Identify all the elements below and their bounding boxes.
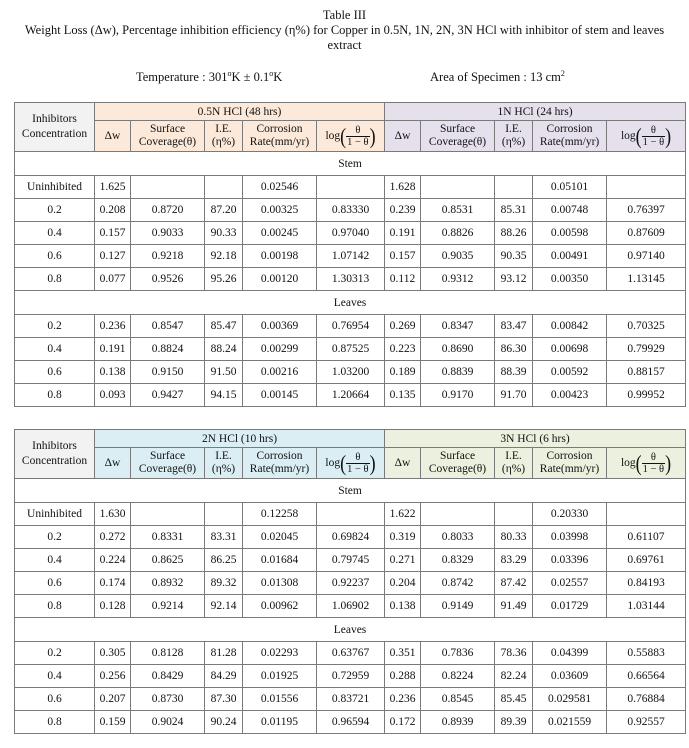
- table-number: Table III: [322, 8, 367, 22]
- value-cell: 0.97040: [317, 222, 385, 245]
- value-cell: 90.35: [495, 245, 533, 268]
- fraction-denominator: 1 − θ: [347, 136, 369, 148]
- value-cell: 0.9526: [131, 268, 205, 291]
- value-cell: 0.157: [385, 245, 421, 268]
- value-cell: 0.157: [95, 222, 131, 245]
- value-cell: 95.26: [205, 268, 243, 291]
- surface-coverage-header: Surface Coverage(θ): [131, 448, 205, 479]
- value-cell: 0.83721: [317, 688, 385, 711]
- value-cell: [131, 176, 205, 199]
- value-cell: [421, 176, 495, 199]
- table-row: [15, 711, 686, 734]
- table-row: [15, 268, 686, 291]
- value-cell: 0.00350: [533, 268, 607, 291]
- value-cell: 0.239: [385, 199, 421, 222]
- value-cell: 0.207: [95, 688, 131, 711]
- value-cell: 0.00120: [243, 268, 317, 291]
- fraction-denominator: 1 − θ: [347, 463, 369, 475]
- value-cell: 0.00245: [243, 222, 317, 245]
- value-cell: 0.9033: [131, 222, 205, 245]
- concentration-cell: 0.6: [15, 572, 95, 595]
- value-cell: 89.39: [495, 711, 533, 734]
- right-paren: ): [665, 449, 672, 475]
- value-cell: 0.159: [95, 711, 131, 734]
- value-cell: 0.135: [385, 384, 421, 407]
- value-cell: 85.31: [495, 199, 533, 222]
- value-cell: 0.88157: [607, 361, 686, 384]
- value-cell: 0.01556: [243, 688, 317, 711]
- value-cell: 0.8429: [131, 665, 205, 688]
- weight-loss-header: Δw: [385, 121, 421, 152]
- left-paren: (: [635, 122, 642, 148]
- value-cell: 0.191: [95, 338, 131, 361]
- value-cell: 0.00842: [533, 315, 607, 338]
- concentration-cell: 0.2: [15, 315, 95, 338]
- corrosion-rate-header: Corrosion Rate(mm/yr): [533, 448, 607, 479]
- value-cell: 0.138: [95, 361, 131, 384]
- value-cell: 0.87525: [317, 338, 385, 361]
- value-cell: 0.223: [385, 338, 421, 361]
- value-cell: 90.33: [205, 222, 243, 245]
- right-paren: ): [369, 122, 376, 148]
- fraction-denominator: 1 − θ: [642, 463, 665, 475]
- value-cell: 0.69761: [607, 549, 686, 572]
- table-row: [15, 384, 686, 407]
- value-cell: 1.07142: [317, 245, 385, 268]
- value-cell: [205, 503, 243, 526]
- value-cell: 86.30: [495, 338, 533, 361]
- value-cell: 0.8839: [421, 361, 495, 384]
- surface-coverage-header: Surface Coverage(θ): [421, 121, 495, 152]
- table-row: [15, 222, 686, 245]
- acid-group-header-right: 1N HCl (24 hrs): [385, 103, 686, 121]
- value-cell: 0.00299: [243, 338, 317, 361]
- value-cell: 80.33: [495, 526, 533, 549]
- concentration-cell: 0.4: [15, 338, 95, 361]
- table-row: [15, 595, 686, 618]
- value-cell: 1.625: [95, 176, 131, 199]
- concentration-cell: 0.4: [15, 222, 95, 245]
- value-cell: 0.96594: [317, 711, 385, 734]
- value-cell: 0.00491: [533, 245, 607, 268]
- value-cell: 0.03998: [533, 526, 607, 549]
- fraction-numerator: θ: [346, 125, 369, 137]
- inhibition-efficiency-header: I.E. (η%): [495, 448, 533, 479]
- log-label: log: [620, 129, 636, 142]
- value-cell: 0.00423: [533, 384, 607, 407]
- value-cell: [495, 176, 533, 199]
- value-cell: 0.8742: [421, 572, 495, 595]
- value-cell: 0.172: [385, 711, 421, 734]
- value-cell: 0.03396: [533, 549, 607, 572]
- section-row: [15, 618, 686, 642]
- log-label: log: [325, 129, 341, 142]
- value-cell: 0.84193: [607, 572, 686, 595]
- value-cell: 0.01729: [533, 595, 607, 618]
- value-cell: 0.76954: [317, 315, 385, 338]
- value-cell: 83.31: [205, 526, 243, 549]
- theta-fraction: [642, 125, 665, 148]
- left-paren: (: [340, 449, 347, 475]
- weight-loss-header: Δw: [385, 448, 421, 479]
- value-cell: 1.03200: [317, 361, 385, 384]
- value-cell: 87.42: [495, 572, 533, 595]
- value-cell: 0.01308: [243, 572, 317, 595]
- value-cell: 87.30: [205, 688, 243, 711]
- value-cell: 0.9427: [131, 384, 205, 407]
- section-label: Stem: [15, 479, 686, 503]
- section-row: [15, 291, 686, 315]
- value-cell: 0.174: [95, 572, 131, 595]
- value-cell: 0.00369: [243, 315, 317, 338]
- log-label: log: [620, 456, 636, 469]
- value-cell: 0.02293: [243, 642, 317, 665]
- value-cell: 0.76884: [607, 688, 686, 711]
- table-row: [15, 503, 686, 526]
- weight-loss-header: Δw: [95, 121, 131, 152]
- concentration-cell: 0.8: [15, 268, 95, 291]
- value-cell: 0.8545: [421, 688, 495, 711]
- value-cell: 88.24: [205, 338, 243, 361]
- value-cell: 0.05101: [533, 176, 607, 199]
- log-theta-header: [317, 121, 385, 152]
- value-cell: 0.8730: [131, 688, 205, 711]
- section-row: [15, 479, 686, 503]
- value-cell: 85.45: [495, 688, 533, 711]
- value-cell: 0.224: [95, 549, 131, 572]
- table-row: [15, 642, 686, 665]
- concentration-cell: 0.4: [15, 665, 95, 688]
- table-row: [15, 245, 686, 268]
- value-cell: 0.269: [385, 315, 421, 338]
- value-cell: 0.03609: [533, 665, 607, 688]
- value-cell: 0.7836: [421, 642, 495, 665]
- surface-coverage-header: Surface Coverage(θ): [131, 121, 205, 152]
- value-cell: 0.191: [385, 222, 421, 245]
- inhibitors-concentration-header: Inhibitors Concentration: [15, 103, 95, 152]
- table-row: [15, 526, 686, 549]
- value-cell: [317, 176, 385, 199]
- value-cell: 0.8720: [131, 199, 205, 222]
- right-paren: ): [665, 122, 672, 148]
- value-cell: 0.9024: [131, 711, 205, 734]
- value-cell: 0.66564: [607, 665, 686, 688]
- value-cell: 0.61107: [607, 526, 686, 549]
- concentration-cell: 0.2: [15, 199, 95, 222]
- value-cell: 0.9149: [421, 595, 495, 618]
- value-cell: 0.236: [385, 688, 421, 711]
- value-cell: 0.92557: [607, 711, 686, 734]
- value-cell: 0.72959: [317, 665, 385, 688]
- subheader-row: [15, 121, 686, 152]
- value-cell: 1.06902: [317, 595, 385, 618]
- value-cell: [607, 503, 686, 526]
- concentration-cell: 0.2: [15, 526, 95, 549]
- value-cell: 1.13145: [607, 268, 686, 291]
- table-row: [15, 572, 686, 595]
- value-cell: 0.8824: [131, 338, 205, 361]
- value-cell: 0.63767: [317, 642, 385, 665]
- value-cell: 0.8128: [131, 642, 205, 665]
- value-cell: 0.9035: [421, 245, 495, 268]
- theta-fraction: [346, 125, 369, 148]
- value-cell: 89.32: [205, 572, 243, 595]
- acid-group-header-left: 0.5N HCl (48 hrs): [95, 103, 385, 121]
- value-cell: 0.97140: [607, 245, 686, 268]
- specimen-area-label: Area of Specimen : 13 $cm^2$: [430, 68, 565, 84]
- surface-coverage-header: Surface Coverage(θ): [421, 448, 495, 479]
- value-cell: 0.127: [95, 245, 131, 268]
- value-cell: 0.01925: [243, 665, 317, 688]
- right-paren: ): [369, 449, 376, 475]
- section-label: Leaves: [15, 618, 686, 642]
- section-row: [15, 152, 686, 176]
- value-cell: 0.20330: [533, 503, 607, 526]
- value-cell: 0.8932: [131, 572, 205, 595]
- value-cell: [317, 503, 385, 526]
- value-cell: 0.00698: [533, 338, 607, 361]
- value-cell: 0.9218: [131, 245, 205, 268]
- value-cell: 0.128: [95, 595, 131, 618]
- value-cell: 0.79745: [317, 549, 385, 572]
- concentration-cell: 0.2: [15, 642, 95, 665]
- concentration-cell: 0.4: [15, 549, 95, 572]
- value-cell: 0.112: [385, 268, 421, 291]
- value-cell: 0.093: [95, 384, 131, 407]
- value-cell: 92.14: [205, 595, 243, 618]
- value-cell: 0.8939: [421, 711, 495, 734]
- value-cell: 0.00325: [243, 199, 317, 222]
- value-cell: 0.92237: [317, 572, 385, 595]
- value-cell: 0.138: [385, 595, 421, 618]
- value-cell: 0.00592: [533, 361, 607, 384]
- value-cell: 0.9150: [131, 361, 205, 384]
- theta-fraction: [642, 452, 665, 475]
- concentration-cell: 0.6: [15, 361, 95, 384]
- table-row: [15, 665, 686, 688]
- value-cell: 84.29: [205, 665, 243, 688]
- subheader-row: [15, 448, 686, 479]
- inhibition-efficiency-header: I.E. (η%): [205, 448, 243, 479]
- value-cell: 0.79929: [607, 338, 686, 361]
- value-cell: 90.24: [205, 711, 243, 734]
- table-caption: Weight Loss (Δw), Percentage inhibition efficiency (η%) for Copper in 0.5N, 1N, 2N, 3N HCl with inhibitor of stem and leaves: [24, 23, 665, 37]
- inhibitors-concentration-header: Inhibitors Concentration: [15, 430, 95, 479]
- value-cell: [607, 176, 686, 199]
- inhibition-efficiency-header: I.E. (η%): [495, 121, 533, 152]
- section-label: Leaves: [15, 291, 686, 315]
- value-cell: 86.25: [205, 549, 243, 572]
- value-cell: 0.8690: [421, 338, 495, 361]
- value-cell: 0.8625: [131, 549, 205, 572]
- value-cell: 0.8347: [421, 315, 495, 338]
- value-cell: 0.9214: [131, 595, 205, 618]
- log-theta-header: [607, 121, 686, 152]
- value-cell: 81.28: [205, 642, 243, 665]
- value-cell: 0.00145: [243, 384, 317, 407]
- value-cell: 0.021559: [533, 711, 607, 734]
- fraction-numerator: θ: [642, 125, 665, 137]
- value-cell: [495, 503, 533, 526]
- fraction-numerator: θ: [642, 452, 665, 464]
- value-cell: 0.00598: [533, 222, 607, 245]
- table-row: [15, 199, 686, 222]
- table-row: [15, 549, 686, 572]
- table-row: [15, 176, 686, 199]
- value-cell: 1.03144: [607, 595, 686, 618]
- concentration-cell: 0.6: [15, 245, 95, 268]
- value-cell: 88.26: [495, 222, 533, 245]
- value-cell: 0.01195: [243, 711, 317, 734]
- value-cell: 0.236: [95, 315, 131, 338]
- table-row: [15, 688, 686, 711]
- value-cell: 0.029581: [533, 688, 607, 711]
- acid-group-header-right: 3N HCl (6 hrs): [385, 430, 686, 448]
- value-cell: 0.01684: [243, 549, 317, 572]
- value-cell: 0.204: [385, 572, 421, 595]
- value-cell: 0.8331: [131, 526, 205, 549]
- inhibition-efficiency-header: I.E. (η%): [205, 121, 243, 152]
- value-cell: 91.50: [205, 361, 243, 384]
- value-cell: 0.319: [385, 526, 421, 549]
- table-row: [15, 338, 686, 361]
- value-cell: 0.70325: [607, 315, 686, 338]
- value-cell: 0.00216: [243, 361, 317, 384]
- value-cell: 0.8826: [421, 222, 495, 245]
- value-cell: 0.99952: [607, 384, 686, 407]
- left-paren: (: [635, 449, 642, 475]
- value-cell: [131, 503, 205, 526]
- value-cell: 82.24: [495, 665, 533, 688]
- value-cell: 0.8547: [131, 315, 205, 338]
- theta-fraction: [346, 452, 369, 475]
- value-cell: 91.49: [495, 595, 533, 618]
- concentration-cell: Uninhibited: [15, 503, 95, 526]
- value-cell: 0.8224: [421, 665, 495, 688]
- concentration-cell: 0.8: [15, 384, 95, 407]
- value-cell: 92.18: [205, 245, 243, 268]
- concentration-cell: 0.8: [15, 711, 95, 734]
- value-cell: 0.208: [95, 199, 131, 222]
- data-table-2n-3n: [14, 429, 686, 734]
- value-cell: 83.47: [495, 315, 533, 338]
- corrosion-rate-header: Corrosion Rate(mm/yr): [243, 448, 317, 479]
- value-cell: 93.12: [495, 268, 533, 291]
- acid-group-header-left: 2N HCl (10 hrs): [95, 430, 385, 448]
- value-cell: 0.00748: [533, 199, 607, 222]
- table-row: [15, 315, 686, 338]
- value-cell: 0.8329: [421, 549, 495, 572]
- value-cell: 88.39: [495, 361, 533, 384]
- value-cell: 0.83330: [317, 199, 385, 222]
- value-cell: 0.00198: [243, 245, 317, 268]
- value-cell: 78.36: [495, 642, 533, 665]
- corrosion-rate-header: Corrosion Rate(mm/yr): [533, 121, 607, 152]
- value-cell: 0.00962: [243, 595, 317, 618]
- value-cell: 0.272: [95, 526, 131, 549]
- value-cell: 0.87609: [607, 222, 686, 245]
- value-cell: [421, 503, 495, 526]
- value-cell: 1.630: [95, 503, 131, 526]
- value-cell: 94.15: [205, 384, 243, 407]
- value-cell: 1.30313: [317, 268, 385, 291]
- header-row: [15, 430, 686, 448]
- header-row: [15, 103, 686, 121]
- value-cell: 1.622: [385, 503, 421, 526]
- section-label: Stem: [15, 152, 686, 176]
- fraction-numerator: θ: [346, 452, 369, 464]
- value-cell: 1.628: [385, 176, 421, 199]
- temperature-label: Temperature : $301^oK \pm 0.1^oK$: [136, 68, 283, 84]
- value-cell: 0.271: [385, 549, 421, 572]
- concentration-cell: Uninhibited: [15, 176, 95, 199]
- weight-loss-header: Δw: [95, 448, 131, 479]
- concentration-cell: 0.6: [15, 688, 95, 711]
- value-cell: 0.04399: [533, 642, 607, 665]
- value-cell: 0.76397: [607, 199, 686, 222]
- concentration-cell: 0.8: [15, 595, 95, 618]
- log-theta-header: [607, 448, 686, 479]
- value-cell: 0.189: [385, 361, 421, 384]
- value-cell: 85.47: [205, 315, 243, 338]
- value-cell: 0.02546: [243, 176, 317, 199]
- log-label: log: [325, 456, 341, 469]
- value-cell: 0.288: [385, 665, 421, 688]
- value-cell: 0.256: [95, 665, 131, 688]
- value-cell: 0.351: [385, 642, 421, 665]
- table-caption-continued: extract: [327, 38, 362, 52]
- left-paren: (: [340, 122, 347, 148]
- value-cell: 0.9312: [421, 268, 495, 291]
- value-cell: 0.077: [95, 268, 131, 291]
- value-cell: 87.20: [205, 199, 243, 222]
- value-cell: [205, 176, 243, 199]
- value-cell: 0.8531: [421, 199, 495, 222]
- value-cell: 0.9170: [421, 384, 495, 407]
- value-cell: 0.02557: [533, 572, 607, 595]
- value-cell: 83.29: [495, 549, 533, 572]
- table-row: [15, 361, 686, 384]
- fraction-denominator: 1 − θ: [642, 136, 665, 148]
- value-cell: 0.305: [95, 642, 131, 665]
- corrosion-rate-header: Corrosion Rate(mm/yr): [243, 121, 317, 152]
- value-cell: 1.20664: [317, 384, 385, 407]
- value-cell: 0.8033: [421, 526, 495, 549]
- value-cell: 0.69824: [317, 526, 385, 549]
- value-cell: 0.12258: [243, 503, 317, 526]
- data-table-05n-1n: [14, 102, 686, 407]
- log-theta-header: [317, 448, 385, 479]
- value-cell: 0.55883: [607, 642, 686, 665]
- value-cell: 0.02045: [243, 526, 317, 549]
- value-cell: 91.70: [495, 384, 533, 407]
